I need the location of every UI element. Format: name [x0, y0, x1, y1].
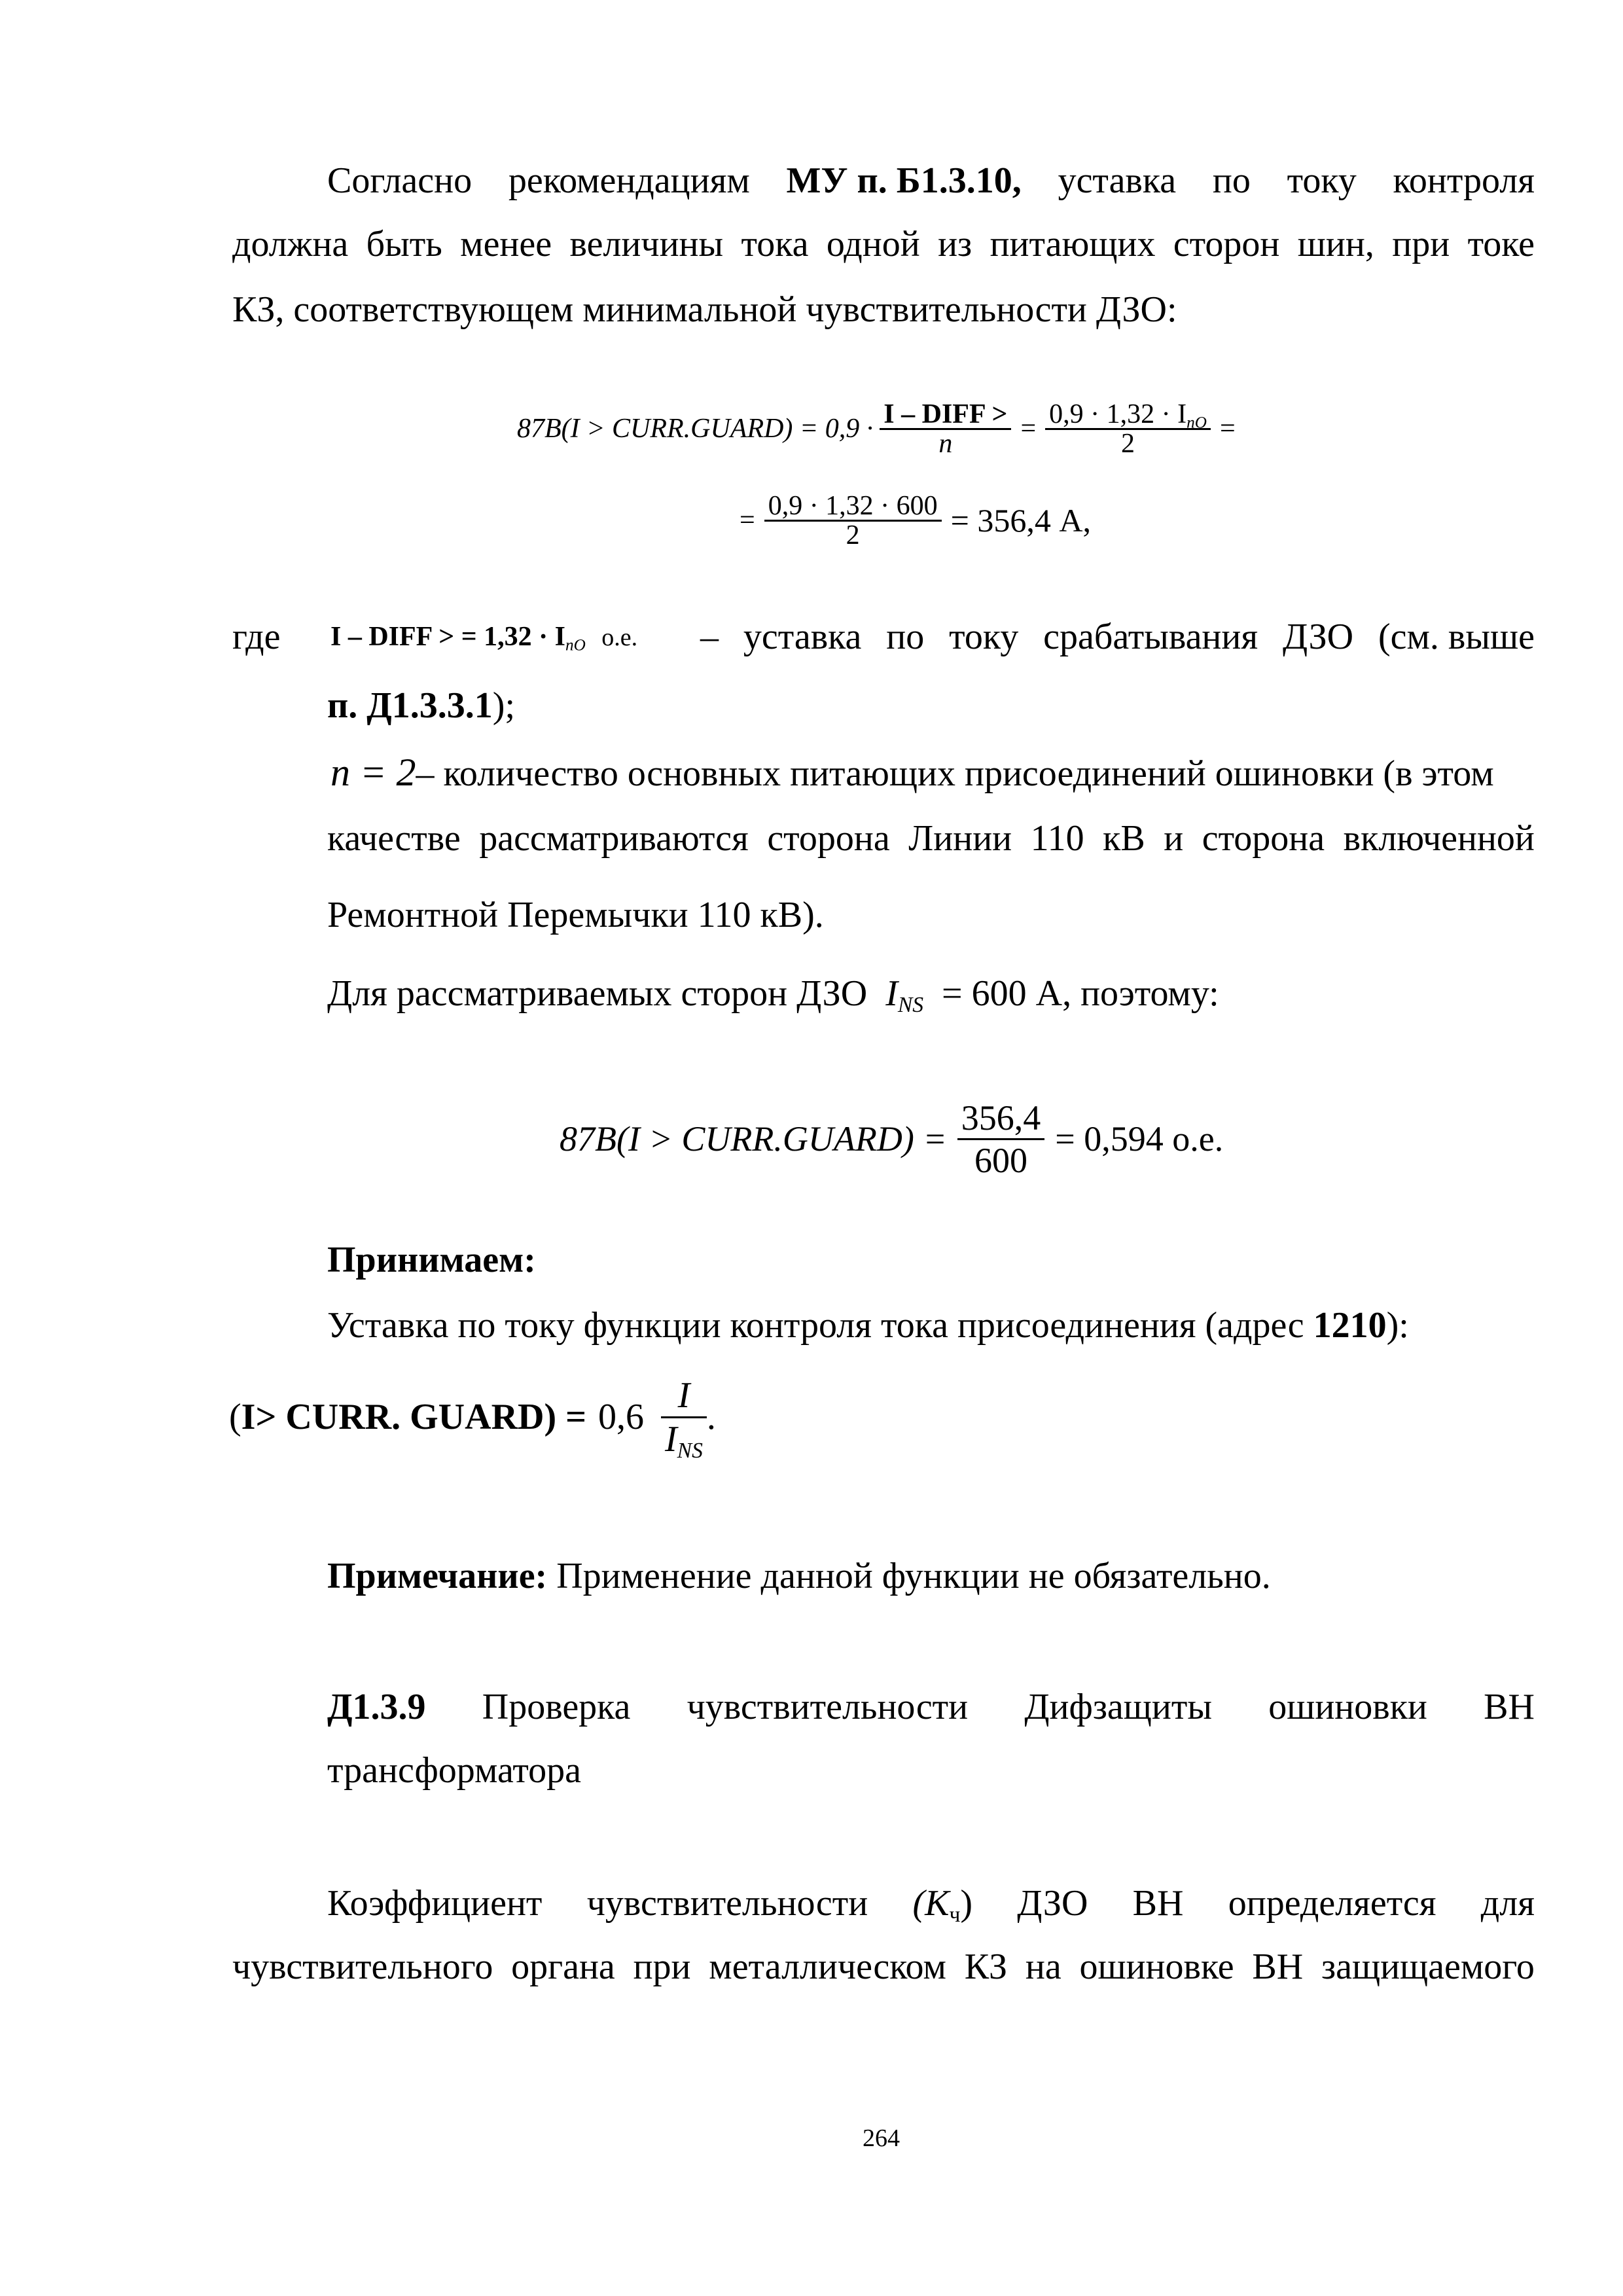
word: по	[1212, 160, 1251, 201]
word: ДЗО	[1283, 617, 1354, 657]
word: шин,	[1297, 224, 1374, 264]
sides-expr	[885, 973, 924, 1018]
guard-frac-denominator	[661, 1416, 707, 1463]
sides-expr-subscript: NS	[897, 993, 924, 1018]
ref-end: );	[492, 685, 516, 726]
section-heading-line2: трансформатора	[327, 1750, 582, 1791]
guard-frac-subscript: NS	[677, 1438, 703, 1463]
word: уставка	[743, 617, 862, 657]
para2-line1	[327, 1883, 1535, 1928]
word: (см. выше	[1378, 617, 1535, 657]
frac-denominator: 600	[957, 1138, 1045, 1181]
guard-frac-numerator: I	[677, 1374, 690, 1416]
word: из	[938, 224, 972, 264]
where-label: где	[232, 617, 281, 657]
sides-text: Для рассматриваемых сторон ДЗО	[327, 973, 868, 1014]
word: Линии	[908, 818, 1012, 859]
paren-open: (	[229, 1397, 241, 1437]
note-text: Применение данной функции не обязательно.	[556, 1556, 1271, 1596]
sides-value: = 600 А	[942, 973, 1063, 1014]
word: срабатывания	[1043, 617, 1258, 657]
word: по	[886, 617, 925, 657]
word: Коэффициент	[327, 1883, 543, 1924]
note	[327, 1558, 1271, 1594]
word: Согласно	[327, 160, 473, 201]
guard-frac-den-text: I	[665, 1418, 677, 1460]
word: рассматриваются	[479, 818, 749, 859]
k-symbol: (K	[912, 1883, 950, 1924]
section-number: Д1.3.9	[327, 1687, 426, 1727]
para1-line3: КЗ, соответствующем минимальной чувствительности ДЗО:	[232, 289, 1177, 330]
word: на	[1025, 1946, 1061, 1987]
page-number: 264	[863, 2125, 900, 2152]
equals: =	[1020, 414, 1037, 444]
formula-2-frac	[957, 1098, 1045, 1181]
guard-label: I> CURR. GUARD	[241, 1397, 544, 1437]
reference-mu: МУ п. Б1.3.10,	[786, 160, 1022, 201]
word: ошиновки	[1268, 1687, 1427, 1727]
word: токе	[1467, 224, 1535, 264]
frac1-numerator: I – DIFF >	[883, 399, 1008, 429]
equals: =	[740, 505, 755, 535]
formula-1-result: = 356,4 А,	[950, 502, 1091, 539]
para1-line1	[327, 162, 1535, 199]
word: одной	[826, 224, 920, 264]
word: включенной	[1343, 818, 1535, 859]
word: для	[1480, 1883, 1535, 1924]
frac-numerator: 356,4	[961, 1098, 1041, 1138]
word: при	[1392, 224, 1450, 264]
word: контроля	[1393, 160, 1535, 201]
setting-text: I – DIFF > = 1,32 · I	[330, 622, 565, 652]
frac3-numerator: 0,9 · 1,32 · 600	[768, 490, 938, 521]
accept-text	[327, 1307, 1409, 1344]
formula-1-line1	[517, 380, 1236, 478]
section-heading	[327, 1689, 1535, 1725]
where-ref-line	[327, 687, 515, 724]
word: органа	[511, 1946, 615, 1987]
guard-end: .	[706, 1397, 716, 1437]
word: питающих	[990, 224, 1156, 264]
word: кВ	[1103, 818, 1145, 859]
formula-1-frac3	[764, 492, 942, 549]
formula-2-lhs: 87B(I > CURR.GUARD) =	[560, 1119, 947, 1158]
word: быть	[366, 224, 442, 264]
frac2-numerator	[1045, 399, 1211, 432]
reference-link: п. Д1.3.3.1	[327, 685, 493, 726]
word: току	[1287, 160, 1357, 201]
word: чувствительного	[232, 1946, 493, 1987]
note-label: Примечание:	[327, 1556, 548, 1596]
word: ошиновке	[1079, 1946, 1234, 1987]
word: качестве	[327, 818, 461, 859]
word: КЗ	[964, 1946, 1008, 1987]
frac2-numerator-text: 0,9 · 1,32 · I	[1049, 399, 1187, 429]
frac2-subscript: nO	[1186, 414, 1207, 432]
word: менее	[460, 224, 552, 264]
formula-1-frac2	[1045, 401, 1211, 457]
formula-1-frac1	[880, 401, 1011, 457]
word: защищаемого	[1321, 1946, 1535, 1987]
word: Проверка	[482, 1687, 631, 1727]
word: ВН	[1132, 1883, 1184, 1924]
word: тока	[741, 224, 809, 264]
where-n-line	[330, 753, 1494, 792]
formula-1-lhs: 87B(I > CURR.GUARD) = 0,9 ·	[517, 414, 874, 444]
word: сторона	[1202, 818, 1325, 859]
address-value: 1210	[1313, 1305, 1387, 1346]
word: должна	[232, 224, 349, 264]
formula-1-line2	[740, 471, 1091, 569]
sides-expr-text: I	[885, 973, 898, 1014]
word: чувствительности	[687, 1687, 969, 1727]
word: уставка	[1058, 160, 1177, 201]
n-expression: n = 2	[330, 751, 416, 794]
word: и	[1164, 818, 1184, 859]
accept-heading: Принимаем:	[327, 1240, 536, 1280]
frac3-denominator: 2	[764, 520, 942, 549]
where-line4: Ремонтной Перемычки 110 кВ).	[327, 895, 824, 935]
frac2-denominator: 2	[1045, 428, 1211, 457]
word: Дифзащиты	[1024, 1687, 1212, 1727]
k-close: )	[960, 1883, 973, 1924]
where-setting	[330, 622, 638, 655]
guard-setting	[229, 1361, 716, 1473]
word: –	[700, 617, 719, 657]
word: металлическом	[709, 1946, 946, 1987]
para1-line2	[232, 226, 1535, 262]
setting-unit: о.е.	[601, 624, 638, 651]
word: величины	[569, 224, 724, 264]
para2-line2	[232, 1948, 1535, 1985]
word: ВН	[1252, 1946, 1304, 1987]
word: сторона	[767, 818, 890, 859]
word: чувствительности	[586, 1883, 868, 1924]
k-subscript: ч	[949, 1903, 961, 1928]
guard-value: 0,6	[598, 1397, 645, 1437]
sides-end: , поэтому:	[1062, 973, 1219, 1014]
k-expression	[912, 1883, 973, 1928]
equals: =	[1219, 414, 1236, 444]
n-description: – количество основных питающих присоединений ошиновки (в этом	[416, 753, 1494, 794]
word: ДЗО	[1017, 1883, 1088, 1924]
word: рекомендациям	[508, 160, 750, 201]
accept-text-end: ):	[1386, 1305, 1409, 1346]
frac1-denominator: n	[880, 428, 1011, 457]
guard-frac	[661, 1374, 707, 1463]
word: сторон	[1173, 224, 1280, 264]
guard-close: ) =	[544, 1397, 587, 1437]
accept-text-main: Уставка по току функции контроля тока присоединения (адрес	[327, 1305, 1304, 1346]
where-line1-rest	[700, 619, 1535, 655]
formula-2-rhs: = 0,594 о.е.	[1055, 1119, 1224, 1158]
word: определяется	[1228, 1883, 1436, 1924]
word: ВН	[1484, 1687, 1535, 1727]
sides-line	[327, 973, 1219, 1018]
where-line3	[327, 820, 1535, 857]
word: при	[633, 1946, 691, 1987]
word: 110	[1030, 818, 1084, 859]
formula-2	[560, 1080, 1223, 1198]
word: току	[949, 617, 1019, 657]
setting-subscript: nO	[565, 636, 586, 655]
